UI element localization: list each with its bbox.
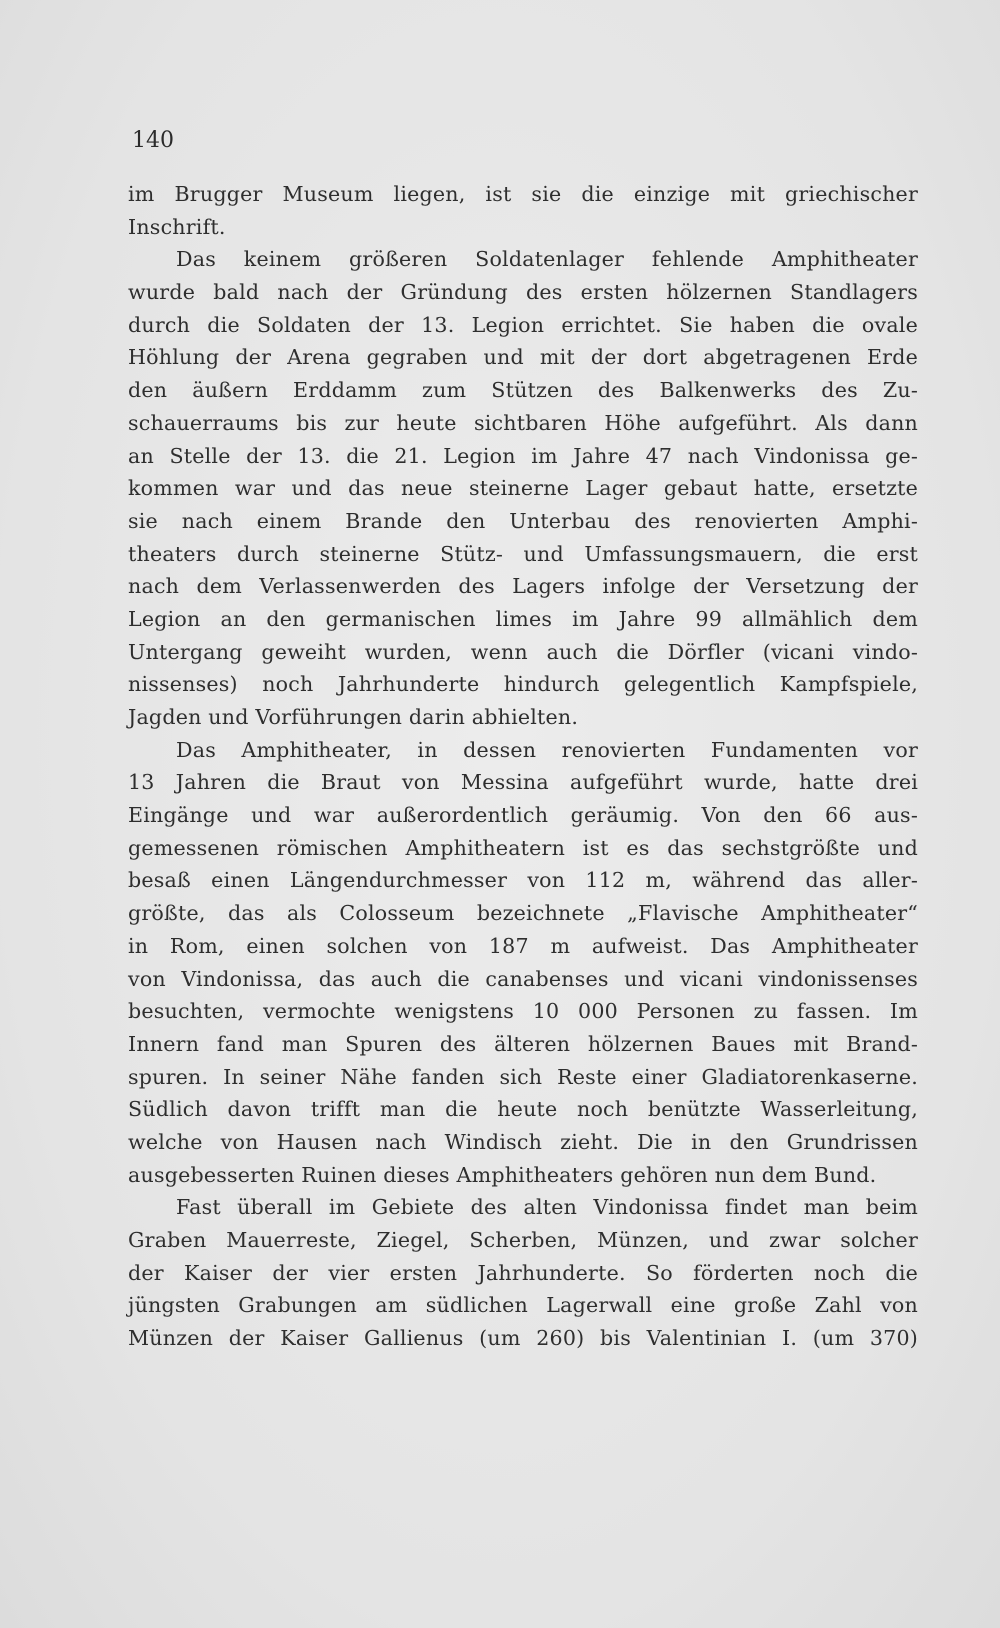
text-line: sie nach einem Brande den Unterbau des renovierten Amphi- <box>128 508 918 533</box>
text-line: schauerraums bis zur heute sichtbaren Höhe aufgeführt. Als dann <box>128 410 918 435</box>
text-line: ausgebesserten Ruinen dieses Amphitheaters gehören nun dem Bund. <box>128 1162 877 1187</box>
text-line: Graben Mauerreste, Ziegel, Scherben, Münzen, und zwar solcher <box>128 1228 918 1252</box>
text-line: an Stelle der 13. die 21. Legion im Jahre 47 nach Vindonissa ge- <box>128 443 918 468</box>
text-line: in Rom, einen solchen von 187 m aufweist. Das Amphitheater <box>128 933 918 958</box>
text-line: theaters durch steinerne Stütz- und Umfassungsmauern, die erst <box>128 541 918 566</box>
text-line: gemessenen römischen Amphitheatern ist es das sechstgrößte und <box>128 835 918 860</box>
text-line: im Brugger Museum liegen, ist sie die einzige mit griechischer <box>128 182 918 206</box>
text-line: besaß einen Längendurchmesser von 112 m, während das aller- <box>128 868 918 893</box>
text-line: den äußern Erddamm zum Stützen des Balkenwerks des Zu- <box>128 378 918 403</box>
text-line: kommen war und das neue steinerne Lager gebaut hatte, ersetzte <box>128 476 918 501</box>
text-line: jüngsten Grabungen am südlichen Lagerwall eine große Zahl von <box>128 1293 918 1318</box>
text-line: Innern fand man Spuren des älteren hölzernen Baues mit Brand- <box>128 1031 918 1056</box>
text-line: Untergang geweiht wurden, wenn auch die Dörfler (vicani vindo- <box>128 639 918 664</box>
text-line: Jagden und Vorführungen darin abhielten. <box>128 705 579 729</box>
text-line: wurde bald nach der Gründung des ersten hölzernen Standlagers <box>128 280 918 305</box>
text-line: welche von Hausen nach Windisch zieht. Die in den Grundrissen <box>128 1129 918 1154</box>
text-line: Fast überall im Gebiete des alten Vindonissa findet man beim <box>176 1195 918 1220</box>
text-line: von Vindonissa, das auch die canabenses und vicani vindonissenses <box>128 966 918 991</box>
text-line: größte, das als Colosseum bezeichnete „Flavische Amphitheater“ <box>128 901 918 926</box>
text-line: Legion an den germanischen limes im Jahre 99 allmählich dem <box>128 606 918 631</box>
text-line: besuchten, vermochte wenigstens 10 000 Personen zu fassen. Im <box>128 999 918 1024</box>
text-line: durch die Soldaten der 13. Legion errichtet. Sie haben die ovale <box>128 312 918 337</box>
body-text <box>128 178 918 1355</box>
text-line: Münzen der Kaiser Gallienus (um 260) bis Valentinian I. (um 370) <box>128 1326 918 1351</box>
text-line: Das keinem größeren Soldatenlager fehlende Amphitheater <box>176 247 918 272</box>
text-line: Eingänge und war außerordentlich geräumig. Von den 66 aus- <box>128 803 918 828</box>
page-number: 140 <box>132 128 174 153</box>
text-line: nach dem Verlassenwerden des Lagers infolge der Versetzung der <box>128 574 918 599</box>
text-line: nissenses) noch Jahrhunderte hindurch gelegentlich Kampfspiele, <box>128 672 918 697</box>
text-line: Das Amphitheater, in dessen renovierten Fundamenten vor <box>176 737 918 762</box>
text-line: spuren. In seiner Nähe fanden sich Reste einer Gladiatorenkaserne. <box>128 1064 918 1089</box>
text-line: 13 Jahren die Braut von Messina aufgeführt wurde, hatte drei <box>128 770 918 795</box>
text-line: der Kaiser der vier ersten Jahrhunderte. So förderten noch die <box>128 1260 918 1285</box>
text-line: Südlich davon trifft man die heute noch benützte Wasserleitung, <box>128 1097 918 1122</box>
text-line: Höhlung der Arena gegraben und mit der dort abgetragenen Erde <box>128 345 918 370</box>
text-line: Inschrift. <box>128 214 226 239</box>
